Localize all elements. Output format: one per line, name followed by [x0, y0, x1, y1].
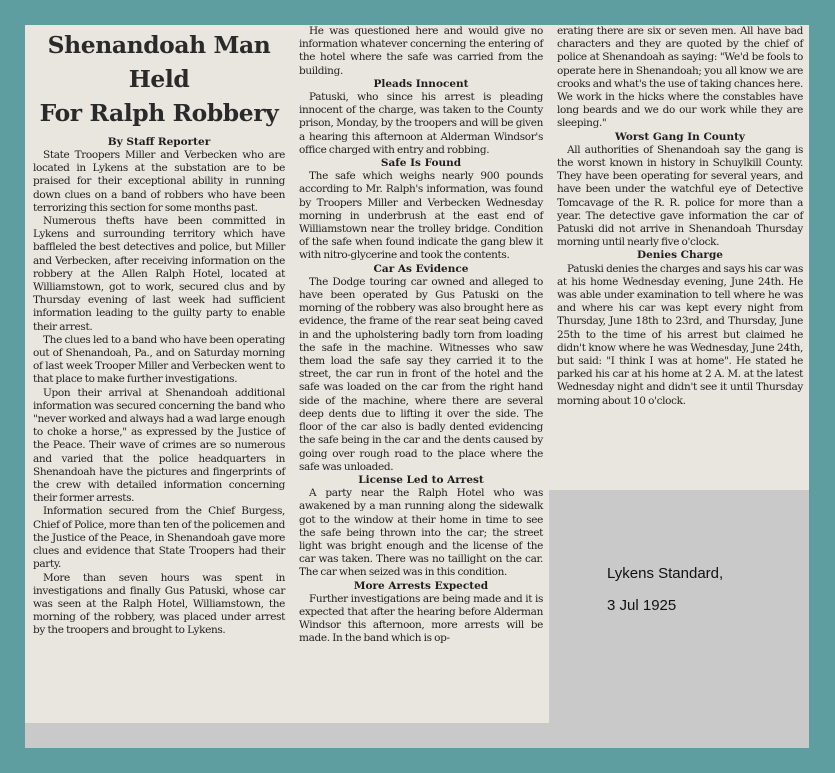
paragraph: The safe which weighs nearly 900 pounds according to Mr. Ralph's information, was found by Troopers Miller and Verbecken Wednesday morning in underbrush at the east end of Williamstown near the trolley bridge. Condition of the safe when found indicate the gang blew it with nitro-glycerine and took the contents. — [299, 170, 543, 262]
headline-line-2: For Ralph Robbery — [39, 99, 279, 127]
paragraph: All authorities of Shenandoah say the gang is the worst known in history in Schuylkill County. They have been operating for several years, and have been under the watchful eye of Detective Tomcavage of the R. R. police for more than a year. The detective gave information the car of Patuski did not arrive in Shenandoah Thursday morning until nearly five o'clock. — [557, 143, 803, 249]
subheading: Pleads Innocent — [373, 77, 469, 90]
paragraph: State Troopers Miller and Verbecken who are located in Lykens at the substation are to be praised for their exceptional ability in running down clues on a band of robbers who have been terrorizing this section for some months past. — [33, 149, 285, 214]
subheading: More Arrests Expected — [353, 579, 489, 592]
subheading: Denies Charge — [636, 249, 723, 262]
article-column-3 — [549, 25, 809, 490]
paragraph: erating there are six or seven men. All have bad characters and they are quoted by the chief of police at Shenandoah as saying: "We'd be fools to operate here in Shenandoah; you all know we are crooks and what's the use of taking chances here. We work in the hicks where the constables have long beards and we do our work while they are sleeping." — [557, 25, 803, 130]
paragraph: More than seven hours was spent in investigations and finally Gus Patuski, whose car was seen at the Ralph Hotel, Williamstown, the morning of the robbery, was placed under arrest by the troopers and brought to Lykens. — [33, 571, 285, 637]
subheading: Car As Evidence — [373, 262, 469, 275]
byline: By Staff Reporter — [107, 136, 211, 148]
caption-source: Lykens Standard, — [607, 565, 724, 582]
paragraph: Information secured from the Chief Burgess, Chief of Police, more than ten of the policemen and the Justice of the Peace, in Shenandoah gave more clues and evidence that State Troopers had their party. — [33, 505, 285, 571]
subheading: Safe Is Found — [380, 157, 462, 170]
article-column-2 — [291, 25, 549, 723]
subheading: License Led to Arrest — [358, 473, 484, 486]
paragraph: Further investigations are being made and it is expected that after the hearing before Alderman Windsor this afternoon, more arrests will be made. In the band which is op- — [299, 592, 543, 645]
article-column-1 — [25, 25, 291, 723]
paragraph: Numerous thefts have been committed in Lykens and surrounding territory which have baffleled the best detectives and police, but Miller and Verbecken, after receiving information on the robbery at the Allen Ralph Hotel, located at Williamstown, got to work, secured clus and by Thursday evening of last week had sufficient information leading to the guilty party to enable their arrest. — [33, 215, 285, 333]
headline-line-1: Shenandoah Man Held — [47, 31, 271, 93]
paragraph: A party near the Ralph Hotel who was awakened by a man running along the sidewalk got to the window at their home in time to see the safe being thrown into the car; the street light was bright enough and the license of the car was taken. There was no taillight on the car. The car when seized was in this condition. — [299, 487, 543, 579]
caption-date: 3 Jul 1925 — [607, 597, 677, 614]
paragraph: Upon their arrival at Shenandoah additional information was secured concerning the band who "never worked and always had a wad large enough to choke a horse," as expressed by the Justice of the Peace. Their wave of crimes are so numerous and varied that the police headquarters in Shenandoah have the pictures and fingerprints of the crew with detailed information concerning their former arrests. — [33, 386, 285, 505]
headline — [33, 28, 285, 130]
paragraph: The Dodge touring car owned and alleged to have been operated by Gus Patuski on the morning of the robbery was also brought here as evidence, the frame of the rear seat being caved in and the upholstering badly torn from loading the safe in the machine. Witnesses who saw them load the safe say they carried it to the street, the car run in front of the hotel and the safe was loaded on the car from the right hand side of the machine, where there are several deep dents due to lifting it over the side. The floor of the car also is badly dented evidencing the safe being in the car and the dents caused by going over rough road to the place where the safe was unloaded. — [299, 275, 543, 473]
paragraph: He was questioned here and would give no information whatever concerning the entering of the hotel where the safe was carried from the building. — [299, 25, 543, 77]
subheading: Worst Gang In County — [614, 130, 746, 143]
paragraph: The clues led to a band who have been operating out of Shenandoah, Pa., and on Saturday morning of last week Trooper Miller and Verbecken went to that place to make further investigations. — [33, 333, 285, 386]
paragraph: Patuski, who since his arrest is pleading innocent of the charge, was taken to the County prison, Monday, by the troopers and will be given a hearing this afternoon at Alderman Windsor's office charged with entry and robbing. — [299, 91, 543, 156]
paragraph: Patuski denies the charges and says his car was at his home Wednesday evening, June 24th. He was able under examination to tell where he was and where his car was kept every night from Thursday, June 18th to 23rd, and Thursday, June 25th to the time of his arrest but claimed he didn't know where he was Wednesday, June 24th, but said: "I think I was at home". He stated he parked his car at his home at 2 A. M. at the latest Wednesday night and didn't see it until Thursday morning about 10 o'clock. — [557, 262, 803, 407]
